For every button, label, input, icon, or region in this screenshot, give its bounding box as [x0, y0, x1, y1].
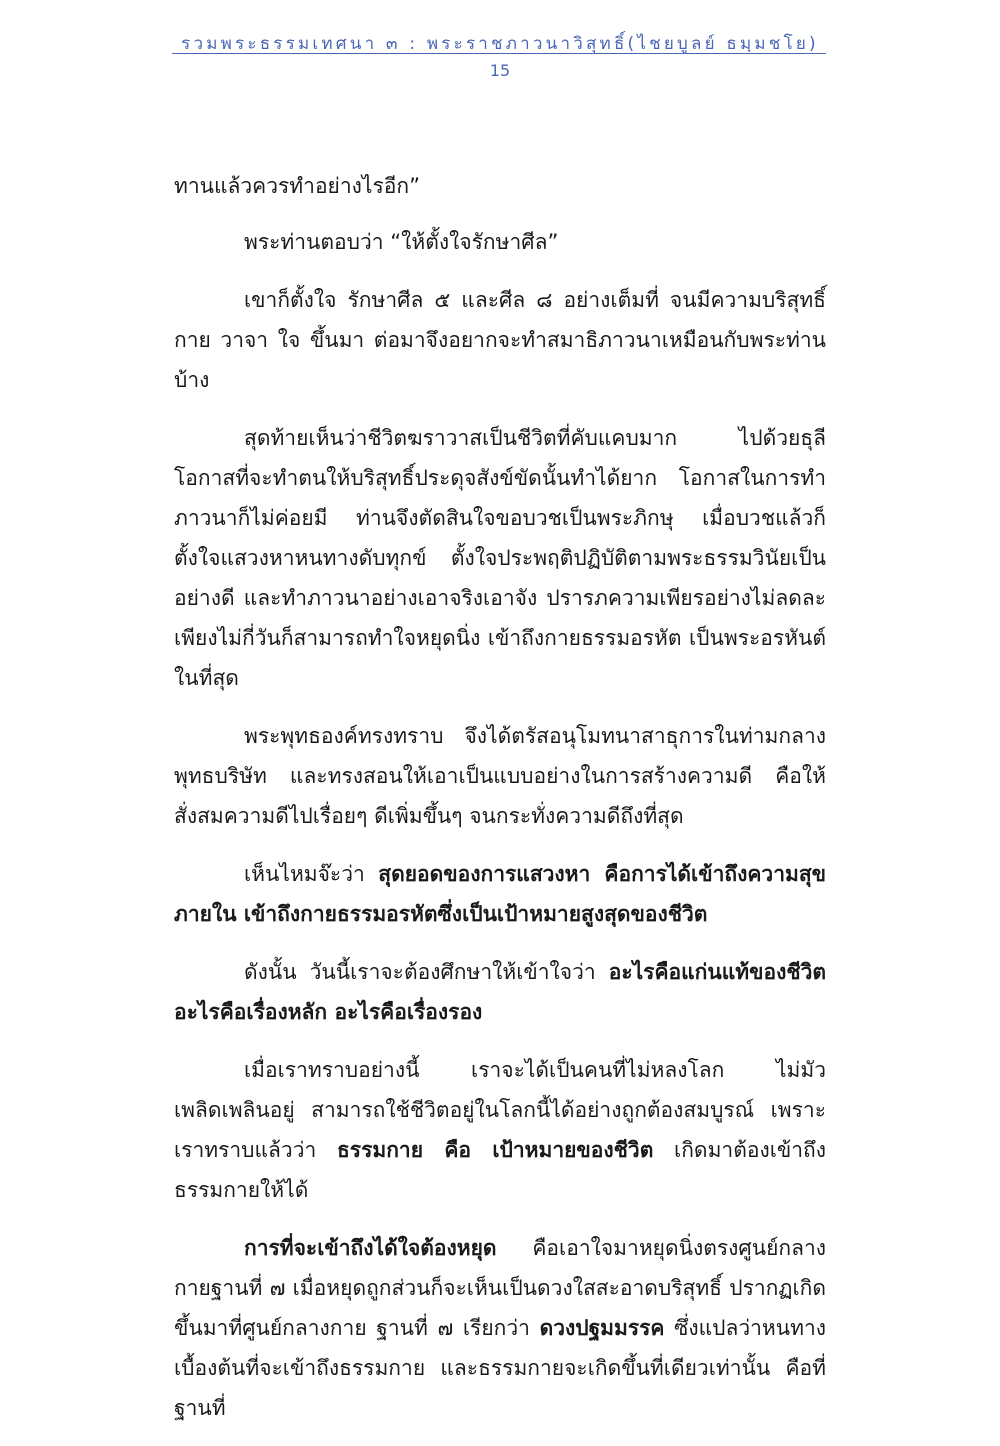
paragraph-8: [174, 1050, 826, 1210]
paragraph-3: เขาก็ตั้งใจ รักษาศีล ๕ และศีล ๘ อย่างเต็มที่ จนมีความบริสุทธิ์กาย วาจา ใจ ขึ้นมา ต่อมาจึงอยากจะทำสมาธิภาวนาเหมือนกับพระท่านบ้าง: [174, 288, 826, 392]
paragraph-7-emphasis: อะไรคือแก่นแท้ของชีวิต อะไรคือเรื่องหลัก อะไรคือเรื่องรอง: [174, 960, 826, 1024]
paragraph-7-text: ดังนั้น วันนี้เราจะต้องศึกษาให้เข้าใจว่า: [244, 960, 609, 984]
paragraph-5: พระพุทธองค์ทรงทราบ จึงได้ตรัสอนุโมทนาสาธุการในท่ามกลางพุทธบริษัท และทรงสอนให้เอาเป็นแบบอย่างในการสร้างความดี คือให้สั่งสมความดีไปเรื่อยๆ ดีเพิ่มขึ้นๆ จนกระทั่งความดีถึงที่สุด: [174, 724, 826, 828]
header-rule: [172, 53, 826, 54]
running-header-title: รวมพระธรรมเทศนา ๓ : พระราชภาวนาวิสุทธิ์(ไชยบูลย์ ธมฺมชโย): [181, 34, 819, 54]
paragraph-1: ทานแล้วควรทำอย่างไรอีก”: [174, 174, 420, 198]
paragraph-2: พระท่านตอบว่า “ให้ตั้งใจรักษาศีล”: [244, 230, 559, 254]
paragraph-8-text: เมื่อเราทราบอย่างนี้ เราจะได้เป็นคนที่ไม่หลงโลก ไม่มัวเพลิดเพลินอยู่ สามารถใช้ชีวิตอยู่ในโลกนี้ได้อย่างถูกต้องสมบูรณ์ เพราะเราทราบแล้วว่า: [174, 1058, 826, 1162]
paragraph-9-text-a: คือเอาใจมาหยุดนิ่งตรงศูนย์กลางกายฐานที่ ๗ เมื่อหยุดถูกส่วนก็จะเห็นเป็นดวงใสสะอาดบริสุทธิ์ ปรากฏเกิดขึ้นมาที่ศูนย์กลางกาย ฐานที่ ๗ เรียกว่า: [174, 1236, 826, 1340]
paragraph-6-emphasis: สุดยอดของการแสวงหา คือการได้เข้าถึงความสุขภายใน เข้าถึงกายธรรมอรหัตซึ่งเป็นเป้าหมายสูงสุดของชีวิต: [174, 862, 827, 926]
body-text: [174, 166, 826, 1446]
paragraph-9-emphasis-2: ดวงปฐมมรรค: [539, 1316, 665, 1340]
paragraph-6-text: เห็นไหมจ๊ะว่า: [244, 862, 379, 886]
page-number: 15: [489, 61, 511, 80]
paragraph-9: [174, 1228, 826, 1428]
paragraph-8-tail: เกิดมาต้องเข้าถึงธรรมกายให้ได้: [174, 1138, 827, 1202]
paragraph-4: สุดท้ายเห็นว่าชีวิตฆราวาสเป็นชีวิตที่คับแคบมาก ไปด้วยธุลี โอกาสที่จะทำตนให้บริสุทธิ์ประดุจสังข์ขัดนั้นทำได้ยาก โอกาสในการทำภาวนาก็ไม่ค่อยมี ท่านจึงตัดสินใจขอบวชเป็นพระภิกษุ เมื่อบวชแล้วก็ตั้งใจแสวงหาหนทางดับทุกข์ ตั้งใจประพฤติปฏิบัติตามพระธรรมวินัยเป็นอย่างดี และทำภาวนาอย่างเอาจริงเอาจัง ปรารภความเพียรอย่างไม่ลดละ เพียงไม่กี่วันก็สามารถทำใจหยุดนิ่ง เข้าถึงกายธรรมอรหัต เป็นพระอรหันต์ในที่สุด: [174, 426, 826, 690]
paragraph-9-emphasis: การที่จะเข้าถึงได้ใจต้องหยุด: [244, 1236, 497, 1260]
paragraph-7: [174, 952, 826, 1032]
paragraph-8-emphasis: ธรรมกาย คือ เป้าหมายของชีวิต: [336, 1138, 654, 1162]
paragraph-6: [174, 854, 826, 934]
paragraph-9-text-b: ซึ่งแปลว่าหนทางเบื้องต้นที่จะเข้าถึงธรรมกาย และธรรมกายจะเกิดขึ้นที่เดียวเท่านั้น คือที่ฐานที่: [174, 1316, 827, 1420]
